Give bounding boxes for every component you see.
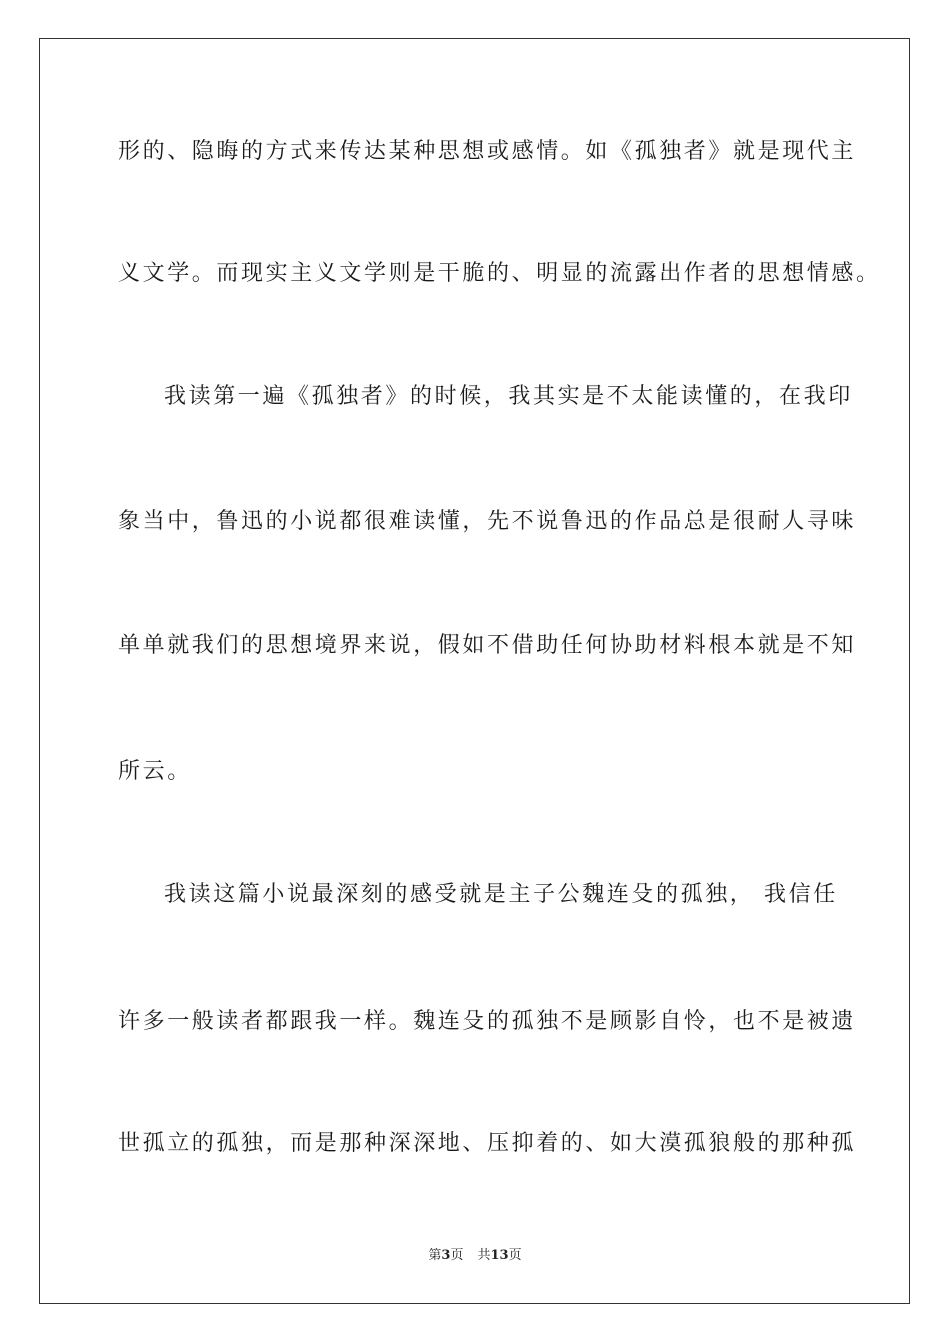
text-line: 义文学。而现实主义文学则是干脆的、明显的流露出作者的思想情感。	[118, 261, 881, 286]
page-number: 3	[441, 1248, 451, 1263]
page-label-suffix: 页	[450, 1248, 464, 1263]
text-line: 许多一般读者都跟我一样。魏连殳的孤独不是顾影自怜，也不是被遗	[118, 1009, 857, 1034]
page-footer	[0, 1247, 950, 1265]
text-line: 象当中，鲁迅的小说都很难读懂，先不说鲁迅的作品总是很耐人寻味	[118, 509, 857, 534]
page-border	[39, 38, 910, 1304]
text-line: 所云。	[118, 759, 192, 784]
text-line: 世孤立的孤独，而是那种深深地、压抑着的、如大漠孤狼般的那种孤	[118, 1131, 857, 1156]
text-line: 形的、隐晦的方式来传达某种思想或感情。如《孤独者》就是现代主	[118, 139, 857, 164]
paragraph-start-line: 我读第一遍《孤独者》的时候，我其实是不太能读懂的，在我印	[164, 384, 853, 409]
total-label-prefix: 共	[477, 1248, 491, 1263]
total-pages: 13	[490, 1248, 509, 1263]
page-label-prefix: 第	[428, 1248, 442, 1263]
paragraph-start-line: 我读这篇小说最深刻的感受就是主子公魏连殳的孤独， 我信任	[164, 882, 838, 907]
text-line: 单单就我们的思想境界来说，假如不借助任何协助材料根本就是不知	[118, 633, 857, 658]
total-label-suffix: 页	[508, 1248, 522, 1263]
